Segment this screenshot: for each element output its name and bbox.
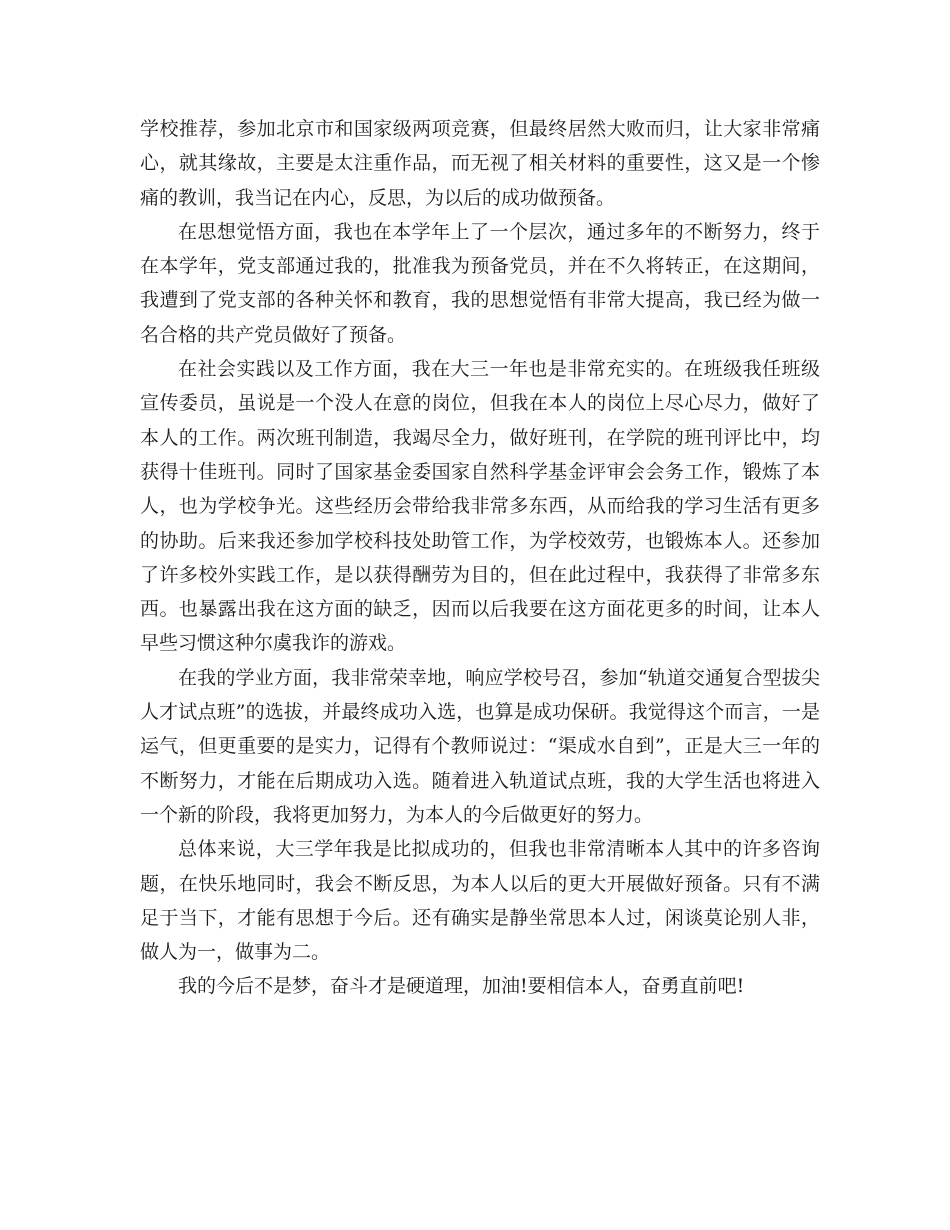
- paragraph-ideology: 在思想觉悟方面，我也在本学年上了一个层次，通过多年的不断努力，终于在本学年，党支部通过我的，批准我为预备党员，并在不久将转正，在这期间，我遭到了党支部的各种关怀和教育，我的思想觉悟有非常大提高，我已经为做一名合格的共产党员做好了预备。: [140, 220, 820, 346]
- document-page: [140, 112, 820, 1004]
- paragraph-summary: 总体来说，大三学年我是比拟成功的，但我也非常清晰本人其中的许多咨询题，在快乐地同时，我会不断反思，为本人以后的更大开展做好预备。只有不满足于当下，才能有思想于今后。还有确实是静坐常思本人过，闲谈莫论别人非，做人为一，做事为二。: [140, 838, 820, 964]
- paragraph-continued: 学校推荐，参加北京市和国家级两项竞赛，但最终居然大败而归，让大家非常痛心，就其缘故，主要是太注重作品，而无视了相关材料的重要性，这又是一个惨痛的教训，我当记在内心，反思，为以后的成功做预备。: [140, 118, 820, 209]
- paragraph-closing: 我的今后不是梦，奋斗才是硬道理，加油!要相信本人，奋勇直前吧!: [178, 975, 745, 998]
- paragraph-social-practice: 在社会实践以及工作方面，我在大三一年也是非常充实的。在班级我任班级宣传委员，虽说是一个没人在意的岗位，但我在本人的岗位上尽心尽力，做好了本人的工作。两次班刊制造，我竭尽全力，做好班刊，在学院的班刊评比中，均获得十佳班刊。同时了国家基金委国家自然科学基金评审会会务工作，锻炼了本人，也为学校争光。这些经历会带给我非常多东西，从而给我的学习生活有更多的协助。后来我还参加学校科技处助管工作，为学校效劳，也锻炼本人。还参加了许多校外实践工作，是以获得酬劳为目的，但在此过程中，我获得了非常多东西。也暴露出我在这方面的缺乏，因而以后我要在这方面花更多的时间，让本人早些习惯这种尔虞我诈的游戏。: [140, 358, 820, 655]
- paragraph-academics: 在我的学业方面，我非常荣幸地，响应学校号召，参加“轨道交通复合型拔尖人才试点班”的选拔，并最终成功入选，也算是成功保研。我觉得这个而言，一是运气，但更重要的是实力，记得有个教师说过：“渠成水自到”，正是大三一年的不断努力，才能在后期成功入选。随着进入轨道试点班，我的大学生活也将进入一个新的阶段，我将更加努力，为本人的今后做更好的努力。: [140, 666, 820, 826]
